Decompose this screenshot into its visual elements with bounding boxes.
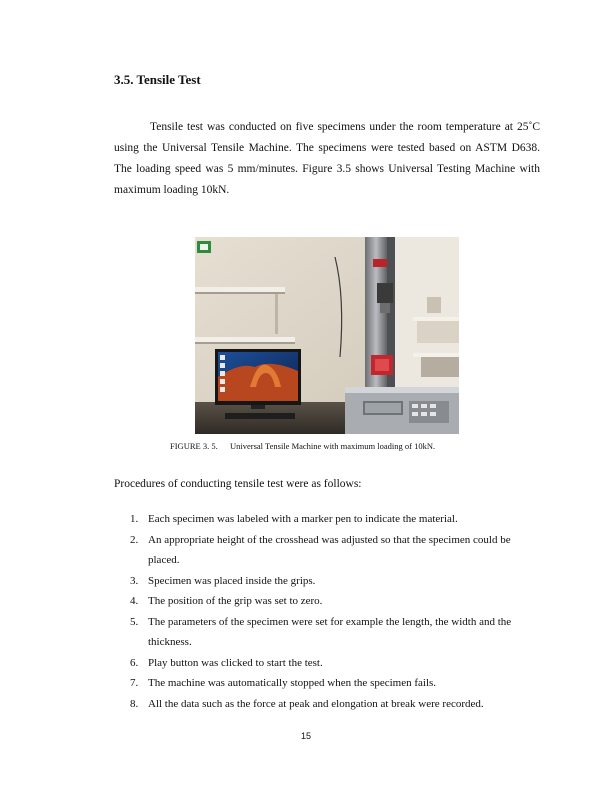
list-item-number: 4. [130,595,139,607]
section-heading: 3.5. Tensile Test [114,72,201,87]
list-item [114,653,534,674]
list-item-text: The parameters of the specimen were set for example the length, the width and the thickness. [148,615,512,648]
list-item-number: 6. [130,656,139,669]
list-item-text: All the data such as the force at peak and elongation at break were recorded. [148,697,484,710]
page-number: 15 [300,731,311,741]
list-item-number: 3. [130,574,139,587]
list-item-number: 8. [130,697,139,710]
list-item-text: Specimen was placed inside the grips. [148,574,316,587]
list-item [114,673,534,694]
figure-number: FIGURE 3. 5. [170,441,218,451]
list-item-number: 7. [130,677,139,689]
list-item-text: Each specimen was labeled with a marker pen to indicate the material. [148,513,458,525]
list-item-text: The position of the grip was set to zero. [148,595,323,607]
list-item-text: An appropriate height of the crosshead was adjusted so that the specimen could be placed. [148,533,511,566]
list-item [114,530,534,571]
figure-caption-text: Universal Tensile Machine with maximum loading of 10kN. [230,441,436,451]
body-paragraph: Tensile test was conducted on five specimens under the room temperature at 25˚C using the Universal Tensile Machine. The specimens were tested based on ASTM D638. The loading speed was 5 mm/minutes. Figure 3.5 shows Universal Testing Machine with maximum loading 10kN. [114,121,540,196]
figure-caption [170,441,490,451]
list-item-text: Play button was clicked to start the test. [148,656,323,669]
list-item-number: 5. [130,615,139,628]
list-item [114,509,534,530]
figure-photo [195,237,459,434]
list-item [114,571,534,592]
list-item-number: 1. [130,513,139,525]
list-item [114,591,534,612]
list-item-text: The machine was automatically stopped when the specimen fails. [148,677,437,689]
list-item [114,612,534,653]
list-item-number: 2. [130,533,139,546]
procedures-intro: Procedures of conducting tensile test were as follows: [114,478,362,490]
tensile-machine-photo [195,237,459,434]
procedure-list [114,509,534,714]
list-item [114,694,534,715]
